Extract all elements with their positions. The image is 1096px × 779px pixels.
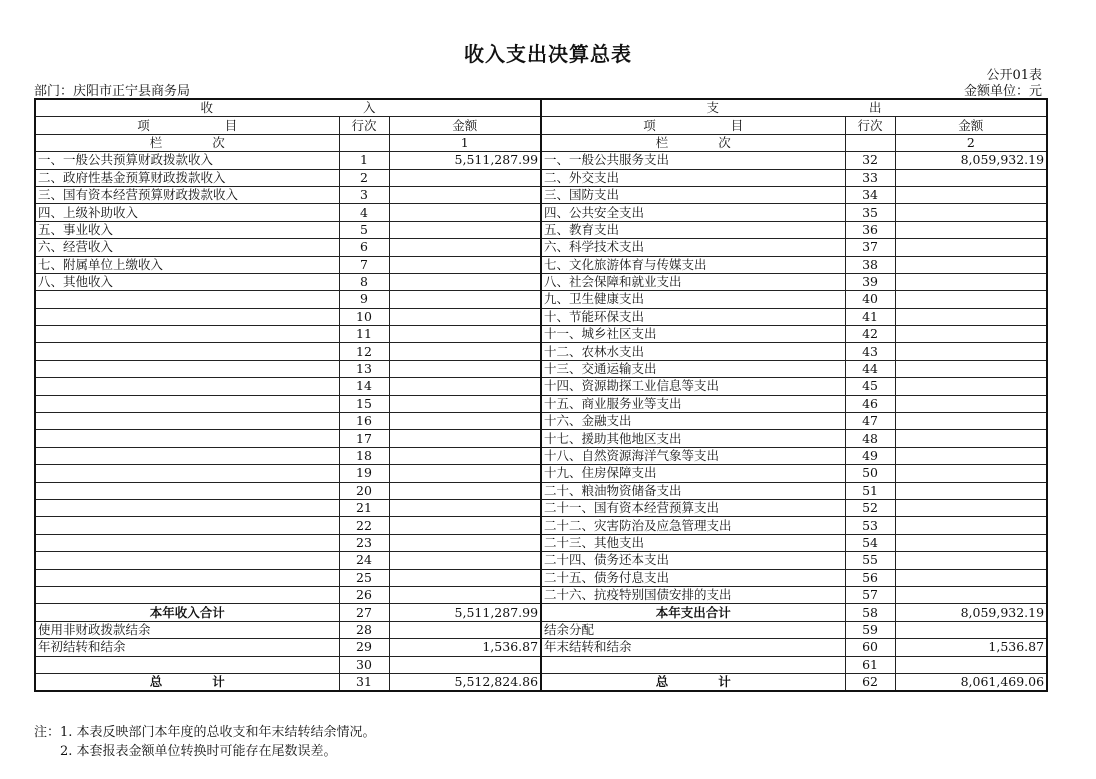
expense-item-cell [541, 656, 845, 673]
table-row [35, 291, 1047, 308]
income-line-no-cell: 21 [339, 499, 389, 516]
expense-item-cell: 十三、交通运输支出 [541, 360, 845, 377]
expense-item-cell: 总 计 [541, 673, 845, 691]
income-line-no-cell: 31 [339, 673, 389, 691]
income-column-blank [339, 134, 389, 151]
table-row [35, 656, 1047, 673]
expense-line-no-cell: 62 [845, 673, 895, 691]
income-amount-cell [389, 656, 541, 673]
income-amount-cell [389, 482, 541, 499]
expense-item-cell: 十七、援助其他地区支出 [541, 430, 845, 447]
income-item-cell [35, 413, 339, 430]
expense-item-cell: 本年支出合计 [541, 604, 845, 621]
page-title: 收入支出决算总表 [464, 42, 632, 66]
income-item-header: 项 目 [35, 117, 339, 134]
table-row [35, 569, 1047, 586]
income-item-cell [35, 517, 339, 534]
expense-line-no-cell: 52 [845, 499, 895, 516]
expense-line-no-cell: 48 [845, 430, 895, 447]
income-amount-cell [389, 256, 541, 273]
income-section-header: 收 入 [35, 99, 541, 117]
income-line-no-cell: 22 [339, 517, 389, 534]
expense-amount-cell [895, 221, 1047, 238]
expense-amount-cell [895, 186, 1047, 203]
expense-item-cell: 七、文化旅游体育与传媒支出 [541, 256, 845, 273]
expense-amount-cell [895, 552, 1047, 569]
income-amount-cell [389, 534, 541, 551]
expense-item-cell: 十五、商业服务业等支出 [541, 395, 845, 412]
expense-item-cell: 十六、金融支出 [541, 413, 845, 430]
income-amount-cell [389, 465, 541, 482]
income-item-cell [35, 343, 339, 360]
income-item-cell [35, 395, 339, 412]
expense-item-cell: 结余分配 [541, 621, 845, 638]
expense-amount-cell [895, 378, 1047, 395]
income-line-no-cell: 2 [339, 169, 389, 186]
expense-section-header: 支 出 [541, 99, 1047, 117]
expense-amount-cell [895, 569, 1047, 586]
expense-item-cell: 二十三、其他支出 [541, 534, 845, 551]
income-item-cell [35, 291, 339, 308]
expense-line-no-cell: 49 [845, 447, 895, 464]
income-item-cell [35, 534, 339, 551]
income-line-no-cell: 3 [339, 186, 389, 203]
expense-line-no-header: 行次 [845, 117, 895, 134]
income-line-no-cell: 12 [339, 343, 389, 360]
income-line-no-cell: 19 [339, 465, 389, 482]
income-amount-cell [389, 273, 541, 290]
form-code: 公开01表 [986, 68, 1042, 83]
income-amount-cell [389, 326, 541, 343]
income-amount-cell [389, 186, 541, 203]
amount-unit-label: 金额单位：元 [963, 84, 1042, 99]
table-row [35, 360, 1047, 377]
income-item-cell [35, 378, 339, 395]
expense-amount-cell [895, 430, 1047, 447]
income-line-no-cell: 11 [339, 326, 389, 343]
table-row [35, 465, 1047, 482]
subtotal-row [35, 604, 1047, 621]
expense-amount-cell [895, 447, 1047, 464]
expense-item-cell: 二十四、债务还本支出 [541, 552, 845, 569]
expense-item-cell: 一、一般公共服务支出 [541, 152, 845, 169]
table-row [35, 256, 1047, 273]
expense-item-cell: 二十二、灾害防治及应急管理支出 [541, 517, 845, 534]
expense-amount-cell [895, 273, 1047, 290]
table-row [35, 378, 1047, 395]
expense-line-no-cell: 42 [845, 326, 895, 343]
expense-line-no-cell: 34 [845, 186, 895, 203]
income-item-cell [35, 552, 339, 569]
expense-item-cell: 四、公共安全支出 [541, 204, 845, 221]
income-item-cell: 三、国有资本经营预算财政拨款收入 [35, 186, 339, 203]
expense-item-cell: 二十五、债务付息支出 [541, 569, 845, 586]
expense-line-no-cell: 32 [845, 152, 895, 169]
income-amount-cell [389, 621, 541, 638]
footnote-2: 2. 本套报表金额单位转换时可能存在尾数误差。 [60, 744, 337, 759]
income-amount-cell [389, 204, 541, 221]
income-line-no-cell: 5 [339, 221, 389, 238]
table-row [35, 517, 1047, 534]
footnote-1: 注：1. 本表反映部门本年度的总收支和年末结转结余情况。 [34, 725, 376, 740]
table-row [35, 395, 1047, 412]
income-line-no-cell: 26 [339, 586, 389, 603]
expense-amount-cell [895, 256, 1047, 273]
table-row [35, 534, 1047, 551]
expense-amount-cell [895, 239, 1047, 256]
footnotes [34, 723, 376, 761]
income-line-no-cell: 23 [339, 534, 389, 551]
expense-amount-cell [895, 465, 1047, 482]
income-item-cell: 五、事业收入 [35, 221, 339, 238]
income-amount-cell [389, 239, 541, 256]
expense-amount-cell: 8,059,932.19 [895, 152, 1047, 169]
table-row [35, 413, 1047, 430]
income-item-cell [35, 465, 339, 482]
expense-amount-cell [895, 534, 1047, 551]
income-item-cell: 七、附属单位上缴收入 [35, 256, 339, 273]
income-amount-cell [389, 395, 541, 412]
income-column-number: 1 [389, 134, 541, 151]
income-amount-cell [389, 169, 541, 186]
expense-line-no-cell: 33 [845, 169, 895, 186]
expense-item-cell: 十四、资源勘探工业信息等支出 [541, 378, 845, 395]
table-row [35, 239, 1047, 256]
income-line-no-cell: 8 [339, 273, 389, 290]
expense-amount-cell [895, 343, 1047, 360]
income-amount-cell [389, 430, 541, 447]
income-line-no-cell: 28 [339, 621, 389, 638]
expense-amount-cell [895, 656, 1047, 673]
expense-amount-cell [895, 291, 1047, 308]
expense-item-cell: 九、卫生健康支出 [541, 291, 845, 308]
table-row [35, 430, 1047, 447]
expense-column-number: 2 [895, 134, 1047, 151]
expense-line-no-cell: 50 [845, 465, 895, 482]
expense-item-cell: 二、外交支出 [541, 169, 845, 186]
income-amount-cell: 5,511,287.99 [389, 604, 541, 621]
expense-line-no-cell: 61 [845, 656, 895, 673]
income-item-cell [35, 308, 339, 325]
expense-line-no-cell: 57 [845, 586, 895, 603]
expense-amount-cell [895, 326, 1047, 343]
income-item-cell [35, 499, 339, 516]
expense-amount-cell [895, 621, 1047, 638]
total-row [35, 673, 1047, 691]
expense-column-blank [845, 134, 895, 151]
column-header-row [35, 117, 1047, 134]
expense-item-cell: 二十、粮油物资储备支出 [541, 482, 845, 499]
table-row [35, 204, 1047, 221]
income-item-cell [35, 360, 339, 377]
expense-amount-cell: 1,536.87 [895, 639, 1047, 656]
expense-line-no-cell: 37 [845, 239, 895, 256]
table-row [35, 343, 1047, 360]
income-amount-cell [389, 378, 541, 395]
income-amount-cell [389, 291, 541, 308]
expense-item-cell: 五、教育支出 [541, 221, 845, 238]
income-item-cell [35, 656, 339, 673]
income-item-cell [35, 447, 339, 464]
table-row [35, 621, 1047, 638]
income-amount-header: 金额 [389, 117, 541, 134]
income-line-no-cell: 24 [339, 552, 389, 569]
income-item-cell [35, 569, 339, 586]
income-line-no-cell: 20 [339, 482, 389, 499]
expense-line-no-cell: 38 [845, 256, 895, 273]
expense-amount-cell [895, 169, 1047, 186]
income-item-cell: 一、一般公共预算财政拨款收入 [35, 152, 339, 169]
expense-line-no-cell: 41 [845, 308, 895, 325]
table-row [35, 169, 1047, 186]
expense-line-no-cell: 43 [845, 343, 895, 360]
income-line-no-cell: 6 [339, 239, 389, 256]
income-line-no-cell: 13 [339, 360, 389, 377]
expense-amount-cell [895, 499, 1047, 516]
income-item-cell: 四、上级补助收入 [35, 204, 339, 221]
income-amount-cell [389, 517, 541, 534]
expense-amount-cell: 8,059,932.19 [895, 604, 1047, 621]
table-row [35, 499, 1047, 516]
expense-line-no-cell: 36 [845, 221, 895, 238]
expense-item-header: 项 目 [541, 117, 845, 134]
expense-line-no-cell: 59 [845, 621, 895, 638]
expense-line-no-cell: 35 [845, 204, 895, 221]
income-item-cell [35, 586, 339, 603]
expense-item-cell: 十八、自然资源海洋气象等支出 [541, 447, 845, 464]
expense-line-no-cell: 58 [845, 604, 895, 621]
expense-line-no-cell: 47 [845, 413, 895, 430]
table-row [35, 447, 1047, 464]
income-item-cell [35, 326, 339, 343]
income-amount-cell: 5,511,287.99 [389, 152, 541, 169]
income-line-no-cell: 4 [339, 204, 389, 221]
income-item-cell: 八、其他收入 [35, 273, 339, 290]
income-amount-cell [389, 308, 541, 325]
income-item-cell: 六、经营收入 [35, 239, 339, 256]
expense-line-no-cell: 54 [845, 534, 895, 551]
expense-amount-cell [895, 413, 1047, 430]
income-line-no-cell: 15 [339, 395, 389, 412]
expense-line-no-cell: 55 [845, 552, 895, 569]
income-line-no-cell: 1 [339, 152, 389, 169]
income-amount-cell [389, 221, 541, 238]
table-row [35, 273, 1047, 290]
expense-item-cell: 十、节能环保支出 [541, 308, 845, 325]
expense-item-cell: 二十六、抗疫特别国债安排的支出 [541, 586, 845, 603]
table-row [35, 552, 1047, 569]
income-line-no-header: 行次 [339, 117, 389, 134]
income-amount-cell: 1,536.87 [389, 639, 541, 656]
income-column-label: 栏 次 [35, 134, 339, 151]
expense-line-no-cell: 60 [845, 639, 895, 656]
department-label: 部门：庆阳市正宁县商务局 [34, 84, 191, 99]
expense-amount-cell [895, 586, 1047, 603]
expense-item-cell: 年末结转和结余 [541, 639, 845, 656]
income-amount-cell [389, 586, 541, 603]
income-item-cell: 年初结转和结余 [35, 639, 339, 656]
expense-amount-cell [895, 204, 1047, 221]
table-row [35, 586, 1047, 603]
income-line-no-cell: 16 [339, 413, 389, 430]
income-line-no-cell: 10 [339, 308, 389, 325]
income-amount-cell [389, 360, 541, 377]
income-amount-cell [389, 447, 541, 464]
income-amount-cell [389, 552, 541, 569]
table-row [35, 221, 1047, 238]
income-amount-cell: 5,512,824.86 [389, 673, 541, 691]
income-line-no-cell: 17 [339, 430, 389, 447]
table-row [35, 152, 1047, 169]
income-expense-table [34, 98, 1048, 692]
income-item-cell: 本年收入合计 [35, 604, 339, 621]
expense-amount-cell [895, 517, 1047, 534]
expense-line-no-cell: 45 [845, 378, 895, 395]
expense-item-cell: 三、国防支出 [541, 186, 845, 203]
table-row [35, 186, 1047, 203]
expense-line-no-cell: 56 [845, 569, 895, 586]
expense-amount-cell [895, 482, 1047, 499]
income-item-cell: 使用非财政拨款结余 [35, 621, 339, 638]
expense-amount-cell [895, 360, 1047, 377]
income-line-no-cell: 27 [339, 604, 389, 621]
expense-amount-cell: 8,061,469.06 [895, 673, 1047, 691]
expense-item-cell: 六、科学技术支出 [541, 239, 845, 256]
income-item-cell [35, 482, 339, 499]
table-row [35, 482, 1047, 499]
expense-amount-cell [895, 308, 1047, 325]
expense-line-no-cell: 39 [845, 273, 895, 290]
section-header-row [35, 99, 1047, 117]
expense-line-no-cell: 51 [845, 482, 895, 499]
column-number-row [35, 134, 1047, 151]
expense-column-label: 栏 次 [541, 134, 845, 151]
income-item-cell [35, 430, 339, 447]
income-line-no-cell: 30 [339, 656, 389, 673]
expense-item-cell: 十九、住房保障支出 [541, 465, 845, 482]
income-item-cell: 总 计 [35, 673, 339, 691]
table-row [35, 326, 1047, 343]
income-line-no-cell: 9 [339, 291, 389, 308]
expense-item-cell: 二十一、国有资本经营预算支出 [541, 499, 845, 516]
income-line-no-cell: 29 [339, 639, 389, 656]
table-row [35, 639, 1047, 656]
expense-item-cell: 十二、农林水支出 [541, 343, 845, 360]
income-line-no-cell: 7 [339, 256, 389, 273]
expense-line-no-cell: 53 [845, 517, 895, 534]
income-amount-cell [389, 413, 541, 430]
income-amount-cell [389, 343, 541, 360]
expense-line-no-cell: 44 [845, 360, 895, 377]
expense-amount-cell [895, 395, 1047, 412]
expense-line-no-cell: 40 [845, 291, 895, 308]
income-amount-cell [389, 499, 541, 516]
expense-item-cell: 八、社会保障和就业支出 [541, 273, 845, 290]
expense-amount-header: 金额 [895, 117, 1047, 134]
income-amount-cell [389, 569, 541, 586]
income-line-no-cell: 25 [339, 569, 389, 586]
expense-line-no-cell: 46 [845, 395, 895, 412]
expense-item-cell: 十一、城乡社区支出 [541, 326, 845, 343]
income-line-no-cell: 14 [339, 378, 389, 395]
income-item-cell: 二、政府性基金预算财政拨款收入 [35, 169, 339, 186]
table-row [35, 308, 1047, 325]
income-line-no-cell: 18 [339, 447, 389, 464]
